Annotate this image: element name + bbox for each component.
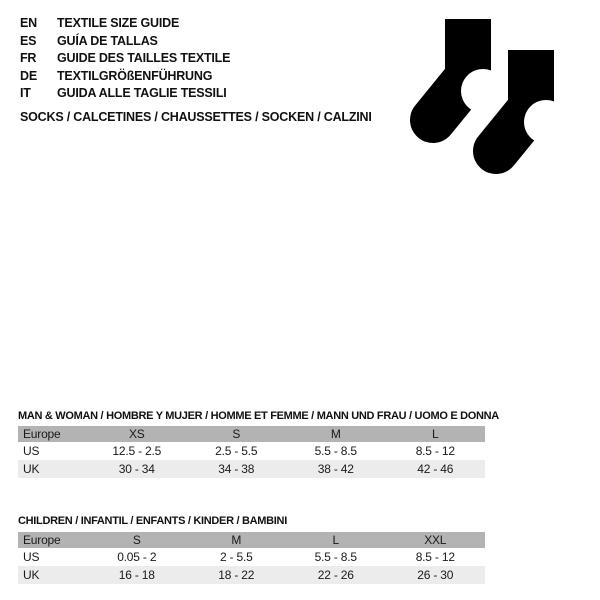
language-row-en bbox=[20, 15, 230, 33]
language-code: IT bbox=[20, 86, 31, 100]
size-cell: 8.5 - 12 bbox=[415, 444, 455, 458]
column-header-s: S bbox=[187, 426, 287, 442]
size-cell: 18 - 22 bbox=[187, 566, 287, 584]
table-row-uk bbox=[18, 460, 485, 478]
row-label: US bbox=[23, 444, 40, 458]
row-label: UK bbox=[18, 460, 87, 478]
language-code: FR bbox=[20, 51, 37, 65]
size-table-children bbox=[18, 532, 485, 584]
column-header-xxl: XXL bbox=[386, 532, 486, 548]
size-table-man-woman bbox=[18, 426, 485, 478]
size-cell: 26 - 30 bbox=[386, 566, 486, 584]
language-row-de bbox=[20, 68, 230, 86]
language-row-fr bbox=[20, 50, 230, 68]
language-label: GUÍA DE TALLAS bbox=[57, 33, 158, 48]
column-header-m: M bbox=[286, 426, 386, 442]
table-header-row bbox=[18, 532, 485, 548]
column-header-europe: Europe bbox=[18, 532, 87, 548]
size-cell: 42 - 46 bbox=[386, 460, 486, 478]
size-cell: 16 - 18 bbox=[87, 566, 187, 584]
size-cell: 34 - 38 bbox=[187, 460, 287, 478]
column-header-s: S bbox=[87, 532, 187, 548]
size-cell: 12.5 - 2.5 bbox=[112, 444, 162, 458]
table-row-us bbox=[18, 442, 485, 460]
language-label: TEXTILGRÖßENFÜHRUNG bbox=[57, 68, 213, 83]
size-cell: 5.5 - 8.5 bbox=[314, 550, 357, 564]
size-cell: 2 - 5.5 bbox=[219, 550, 253, 564]
row-label: UK bbox=[18, 566, 87, 584]
row-label: US bbox=[23, 550, 40, 564]
size-cell: 38 - 42 bbox=[286, 460, 386, 478]
language-label: GUIDE DES TAILLES TEXTILE bbox=[57, 51, 231, 65]
language-label: TEXTILE SIZE GUIDE bbox=[57, 16, 180, 30]
size-cell: 2.5 - 5.5 bbox=[215, 444, 258, 458]
size-cell: 30 - 34 bbox=[87, 460, 187, 478]
language-list bbox=[20, 15, 230, 103]
column-header-xs: XS bbox=[87, 426, 187, 442]
language-label: GUIDA ALLE TAGLIE TESSILI bbox=[57, 86, 227, 100]
column-header-europe: Europe bbox=[18, 426, 87, 442]
category-title: SOCKS / CALCETINES / CHAUSSETTES / SOCKEN / CALZINI bbox=[20, 110, 372, 124]
table-row-us bbox=[18, 548, 485, 566]
socks-icon bbox=[395, 10, 580, 180]
language-code: DE bbox=[20, 68, 37, 83]
language-code: EN bbox=[20, 16, 37, 30]
table-title-children: CHILDREN / INFANTIL / ENFANTS / KINDER / BAMBINI bbox=[18, 515, 287, 527]
column-header-l: L bbox=[386, 426, 486, 442]
size-cell: 22 - 26 bbox=[286, 566, 386, 584]
size-cell: 8.5 - 12 bbox=[415, 550, 455, 564]
size-cell: 0.05 - 2 bbox=[117, 550, 157, 564]
table-header-row bbox=[18, 426, 485, 442]
language-code: ES bbox=[20, 33, 37, 48]
table-title-man-woman: MAN & WOMAN / HOMBRE Y MUJER / HOMME ET FEMME / MANN UND FRAU / UOMO E DONNA bbox=[18, 410, 499, 422]
language-row-it bbox=[20, 85, 230, 103]
size-cell: 5.5 - 8.5 bbox=[314, 444, 357, 458]
column-header-m: M bbox=[187, 532, 287, 548]
column-header-l: L bbox=[286, 532, 386, 548]
language-row-es bbox=[20, 33, 230, 51]
table-row-uk bbox=[18, 566, 485, 584]
